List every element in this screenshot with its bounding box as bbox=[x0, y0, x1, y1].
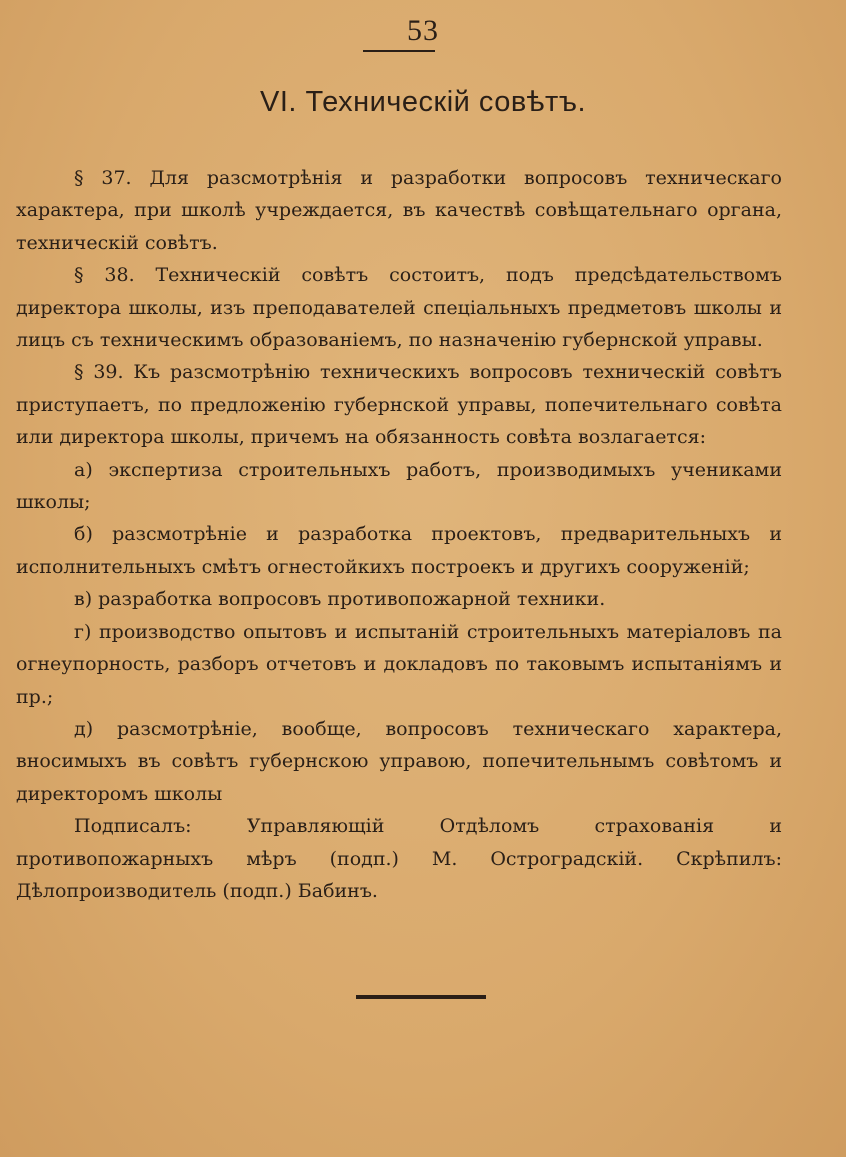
signature-paragraph: Подписалъ: Управляющій Отдѣломъ страхованія и противопожарныхъ мѣръ (подп.) М. Остроградскій. Скрѣпилъ: Дѣлопроизводитель (подп.) Бабинъ. bbox=[16, 815, 782, 902]
paragraph-section-37: § 37. Для разсмотрѣнія и разработки вопросовъ техническаго характера, при школѣ учреждается, въ качествѣ совѣщательнаго органа, техническій совѣтъ. bbox=[16, 167, 782, 254]
paragraph-section-39: § 39. Къ разсмотрѣнію техническихъ вопросовъ техническій совѣтъ приступаетъ, по предложенію губернской управы, попечительнаго совѣта или директора школы, причемъ на обязанность совѣта возлагается: bbox=[16, 361, 782, 449]
body-text bbox=[16, 162, 782, 907]
paragraph-section-38: § 38. Техническій совѣтъ состоитъ, подъ предсѣдательствомъ директора школы, изъ преподавателей спеціальныхъ предметовъ школы и лицъ съ техническимъ образованіемъ, по назначенію губернской управы. bbox=[16, 264, 782, 352]
list-item-g: г) производство опытовъ и испытаній строительныхъ матеріаловъ па огнеупорность, разборъ отчетовъ и докладовъ по таковымъ испытаніямъ и пр.; bbox=[16, 620, 782, 708]
page-number-underline bbox=[363, 50, 435, 52]
end-divider bbox=[356, 995, 486, 999]
page-number: 53 bbox=[407, 14, 439, 47]
list-item-b: б) разсмотрѣніе и разработка проектовъ, предварительныхъ и исполнительныхъ смѣтъ огнестойкихъ построекъ и другихъ сооруженій; bbox=[16, 523, 782, 578]
list-item-d: д) разсмотрѣніе, вообще, вопросовъ техническаго характера, вносимыхъ въ совѣтъ губернскою управою, попечительнымъ совѣтомъ и директоромъ школы bbox=[16, 717, 782, 805]
list-item-a: а) экспертиза строительныхъ работъ, производимыхъ учениками школы; bbox=[16, 458, 782, 514]
section-heading: VI. Техническій совѣтъ. bbox=[259, 86, 587, 118]
list-item-v: в) разработка вопросовъ противопожарной техники. bbox=[74, 588, 606, 611]
